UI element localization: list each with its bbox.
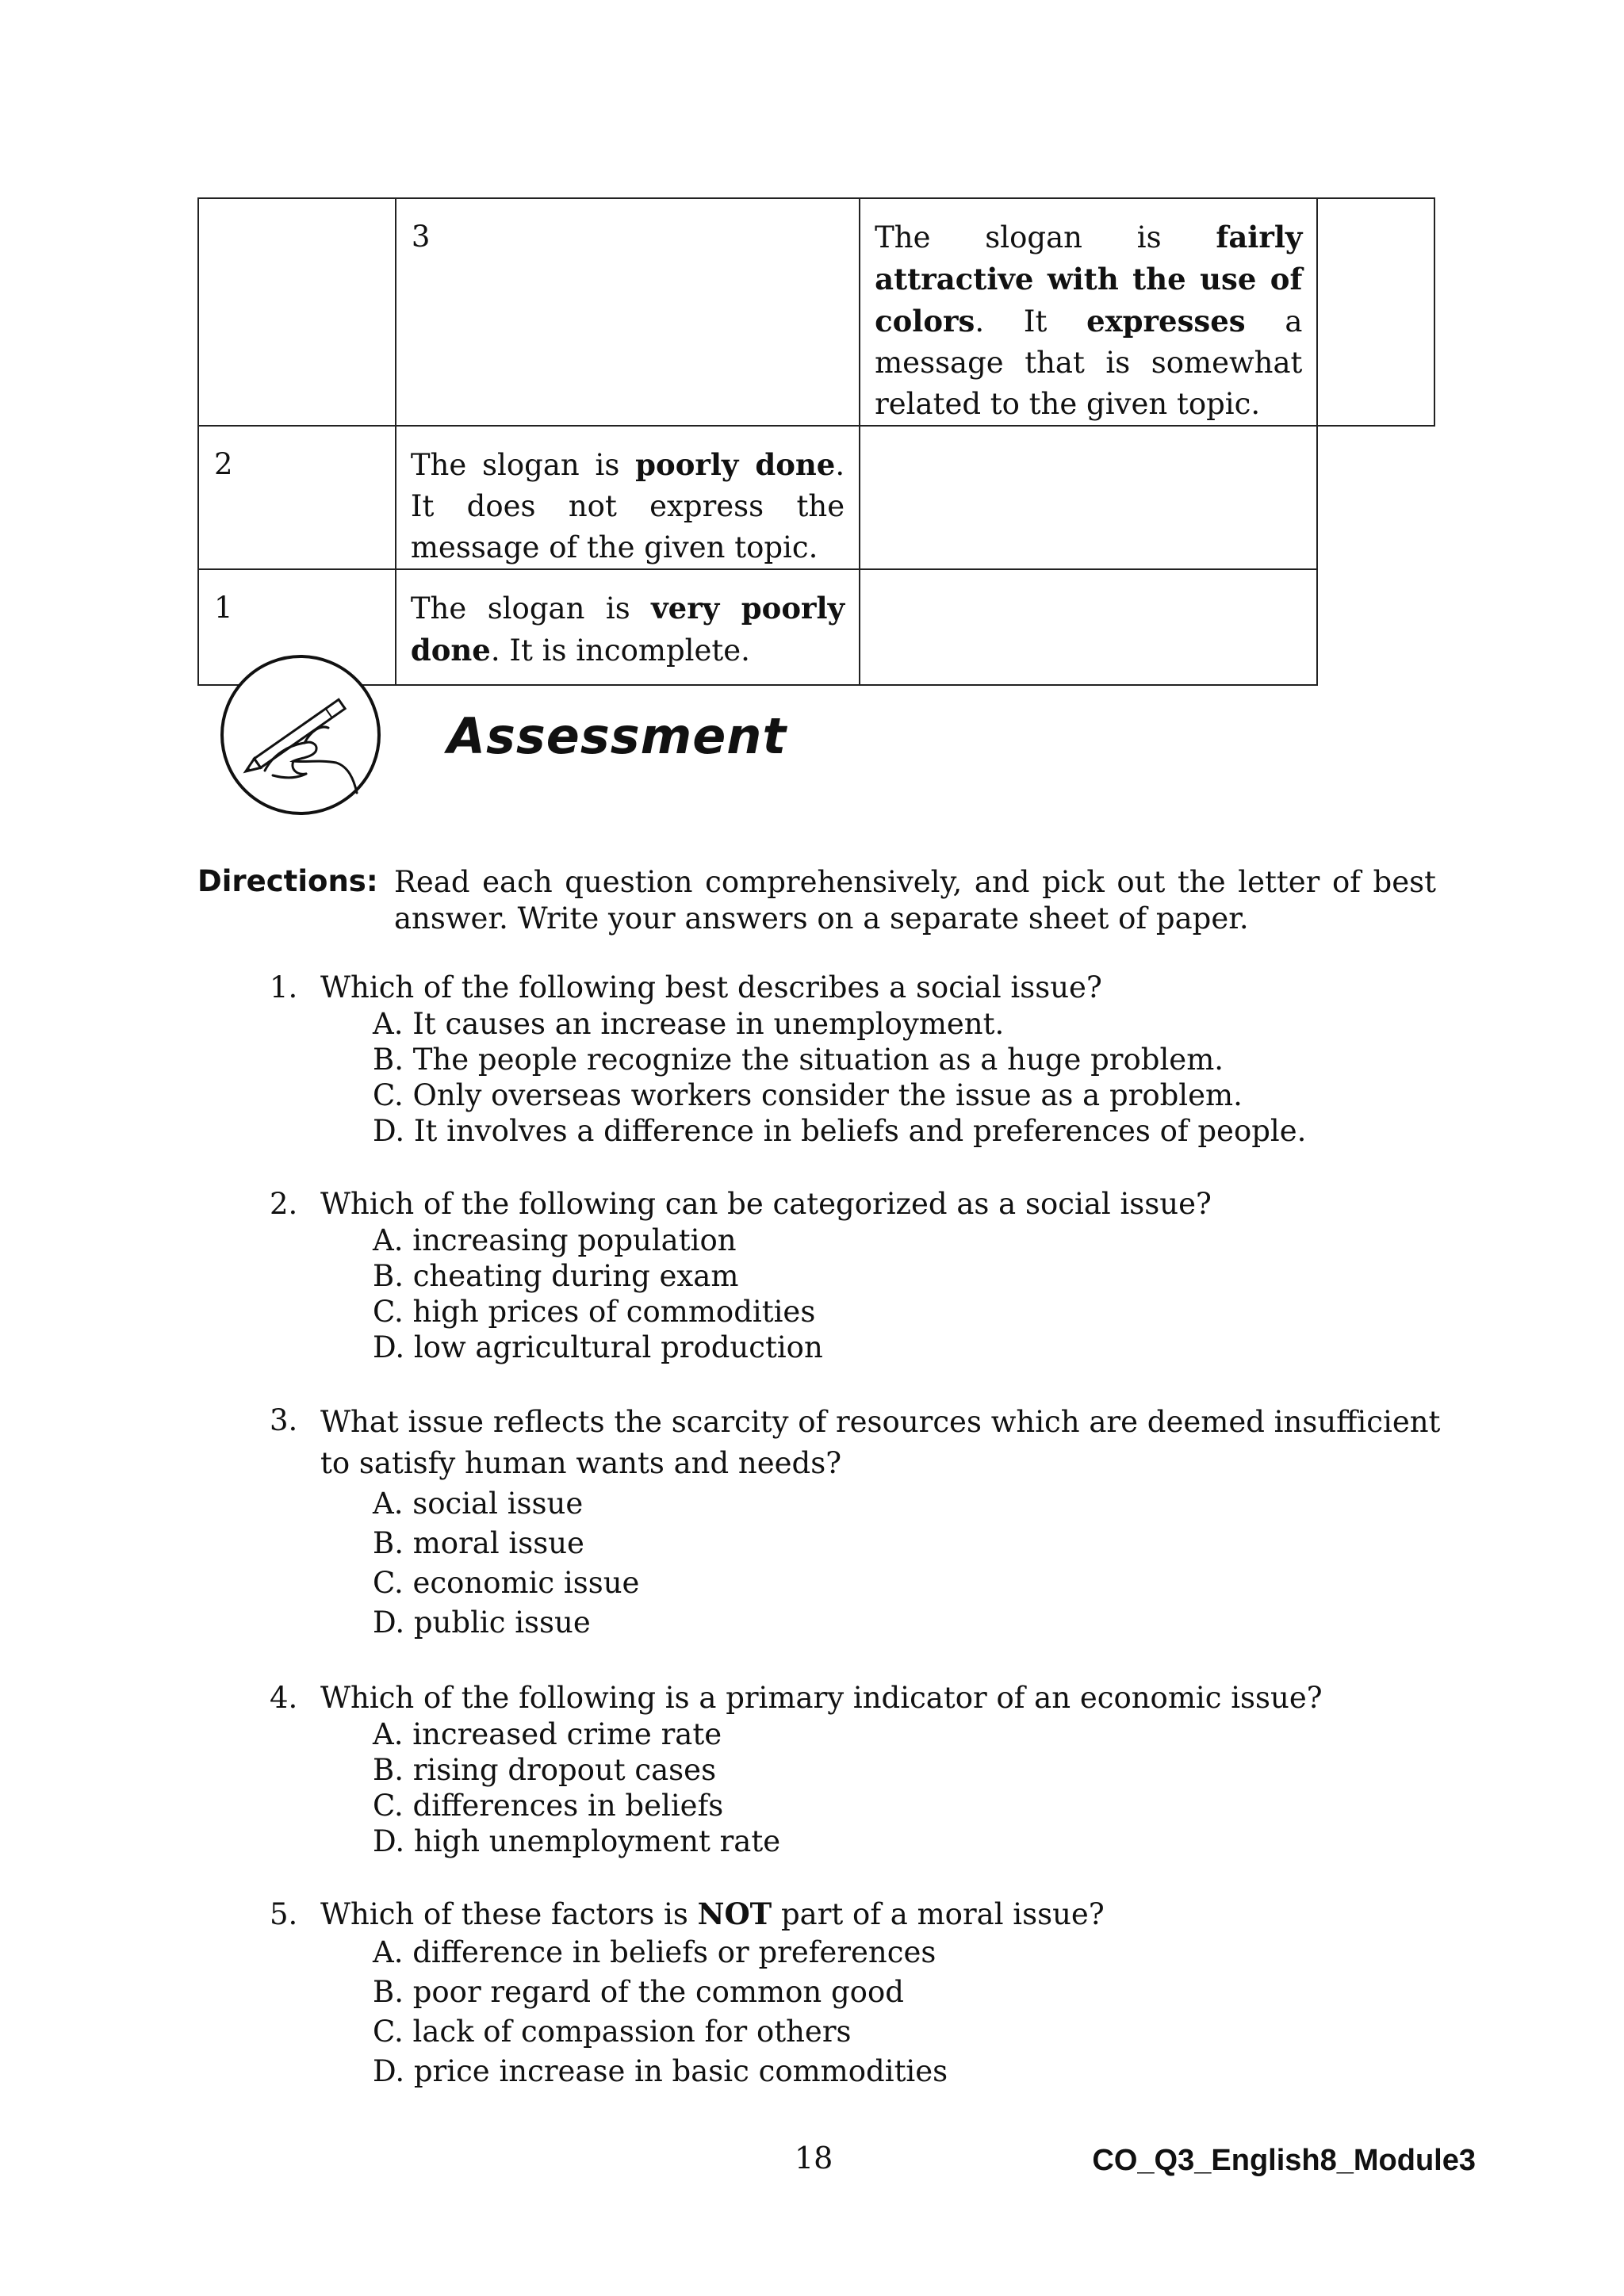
question-item bbox=[270, 969, 1443, 1149]
question-item bbox=[270, 1896, 1443, 2091]
rubric-table bbox=[197, 197, 1435, 686]
answer-option: C. differences in beliefs bbox=[373, 1789, 724, 1823]
answer-option: D. public issue bbox=[373, 1605, 591, 1640]
answer-option: D. high unemployment rate bbox=[373, 1824, 781, 1858]
description-emphasis: very poorly done bbox=[410, 591, 845, 668]
rubric-score: 2 bbox=[198, 426, 396, 569]
rubric-points-cell bbox=[860, 569, 1317, 685]
question-text bbox=[320, 1896, 1443, 1933]
rubric-description bbox=[396, 426, 860, 569]
module-code: CO_Q3_English8_Module3 bbox=[1092, 2144, 1476, 2177]
question-list bbox=[270, 969, 1443, 2128]
description-text: The slogan is bbox=[410, 448, 636, 482]
description-text: The slogan is bbox=[875, 220, 1216, 254]
question-number: 4. bbox=[270, 1681, 298, 1715]
description-emphasis: poorly done bbox=[635, 447, 836, 482]
page-number: 18 bbox=[795, 2141, 833, 2175]
question-text-part: part of a moral issue? bbox=[772, 1897, 1105, 1931]
rubric-row bbox=[198, 198, 1434, 426]
description-text: . It does not express the message of the given topic. bbox=[410, 448, 845, 564]
answer-option: C. Only overseas workers consider the issue as a problem. bbox=[373, 1078, 1243, 1112]
rubric-row bbox=[198, 426, 1434, 569]
rubric-criteria-cell bbox=[198, 198, 396, 426]
question-number: 3. bbox=[270, 1403, 298, 1437]
description-emphasis: fairly attractive with the use of colors bbox=[875, 220, 1303, 339]
question-text: What issue reflects the scarcity of resources which are deemed insufficient to satisfy human wants and needs? bbox=[320, 1405, 1441, 1480]
answer-option: B. The people recognize the situation as a huge problem. bbox=[373, 1043, 1224, 1077]
answer-option: D. It involves a difference in beliefs and preferences of people. bbox=[373, 1114, 1307, 1148]
question-text-part: Which of these factors is bbox=[320, 1897, 698, 1931]
rubric-score: 1 bbox=[198, 569, 396, 685]
answer-option: D. price increase in basic commodities bbox=[373, 2054, 948, 2088]
answer-option: A. increased crime rate bbox=[373, 1717, 722, 1751]
answer-option: B. cheating during exam bbox=[373, 1259, 739, 1293]
answer-option: A. social issue bbox=[373, 1487, 584, 1521]
hand-writing-pencil-icon bbox=[217, 652, 384, 818]
question-number: 2. bbox=[270, 1187, 298, 1221]
question-number: 5. bbox=[270, 1897, 298, 1931]
rubric-points-cell bbox=[1317, 198, 1434, 426]
rubric-points-cell bbox=[860, 426, 1317, 569]
rubric-score: 3 bbox=[396, 198, 860, 426]
question-text: Which of the following best describes a social issue? bbox=[320, 970, 1102, 1004]
question-emphasis: NOT bbox=[697, 1896, 772, 1931]
section-title: Assessment bbox=[447, 707, 787, 765]
description-text: The slogan is bbox=[410, 591, 652, 626]
answer-option: B. rising dropout cases bbox=[373, 1753, 717, 1787]
description-emphasis: expresses bbox=[1086, 304, 1246, 339]
answer-option: A. It causes an increase in unemployment. bbox=[373, 1007, 1005, 1041]
answer-option: C. lack of compassion for others bbox=[373, 2015, 852, 2049]
answer-option: D. low agricultural production bbox=[373, 1330, 823, 1364]
question-item bbox=[270, 1402, 1443, 1643]
answer-option: A. increasing population bbox=[373, 1223, 737, 1257]
answer-option: B. moral issue bbox=[373, 1526, 584, 1560]
rubric-description bbox=[396, 569, 860, 685]
directions-label: Directions: bbox=[197, 864, 378, 898]
description-text: . It bbox=[975, 304, 1087, 339]
question-text: Which of the following can be categorized as a social issue? bbox=[320, 1187, 1212, 1221]
answer-option: A. difference in beliefs or preferences bbox=[373, 1935, 936, 1969]
question-number: 1. bbox=[270, 970, 298, 1004]
answer-option: C. economic issue bbox=[373, 1566, 640, 1600]
question-item bbox=[270, 1185, 1443, 1365]
rubric-description bbox=[860, 198, 1317, 426]
question-item bbox=[270, 1679, 1443, 1859]
question-text: Which of the following is a primary indicator of an economic issue? bbox=[320, 1681, 1323, 1715]
answer-option: B. poor regard of the common good bbox=[373, 1975, 904, 2009]
description-text: a message that is somewhat related to the given topic. bbox=[875, 304, 1303, 421]
answer-option: C. high prices of commodities bbox=[373, 1295, 816, 1329]
description-text: . It is incomplete. bbox=[490, 633, 750, 668]
directions-text: Read each question comprehensively, and pick out the letter of best answer. Write your answers on a separate sheet of paper. bbox=[394, 865, 1436, 936]
